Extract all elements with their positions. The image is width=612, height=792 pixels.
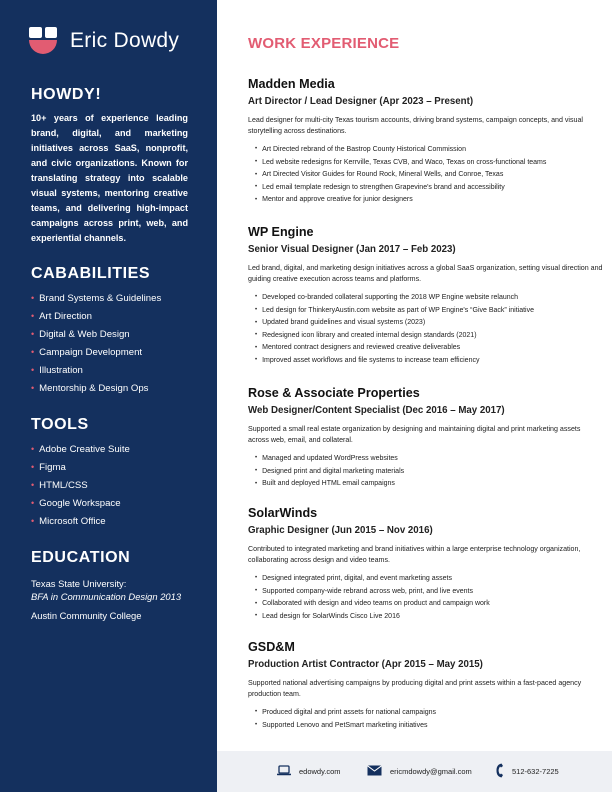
tool-item bbox=[31, 458, 130, 476]
main-content bbox=[217, 0, 612, 792]
job-bullet: • Improved asset workflows and file systems to increase team efficiency bbox=[255, 356, 480, 364]
capability-label: Campaign Development bbox=[39, 346, 143, 358]
job-summary: Supported a small real estate organization by designing and maintaining digital and print marketing assets across web, email, and collateral. bbox=[248, 425, 581, 444]
bullet-icon: • bbox=[31, 480, 35, 490]
job-summary: Lead designer for multi-city Texas tourism accounts, driving brand systems, campaign concepts, and visual storytelling across destinations. bbox=[248, 116, 584, 135]
capability-item bbox=[31, 379, 161, 397]
job-bullet: • Art Directed rebrand of the Bastrop County Historical Commission bbox=[255, 145, 466, 153]
tool-item bbox=[31, 512, 130, 530]
job-bullet: • Supported Lenovo and PetSmart marketing initiatives bbox=[255, 721, 428, 729]
education-school: Texas State University: bbox=[31, 578, 127, 589]
tools-list bbox=[31, 440, 130, 530]
job-bullet: • Supported company-wide rebrand across web, print, and live events bbox=[255, 587, 474, 595]
job-bullets bbox=[248, 291, 603, 367]
tool-label: Google Workspace bbox=[39, 497, 121, 509]
job-company: Rose & Associate Properties bbox=[248, 386, 420, 400]
capability-item bbox=[31, 343, 161, 361]
job-bullet: • Collaborated with design and video teams on product and campaign work bbox=[255, 600, 490, 608]
job-bullet: • Mentored contract designers and reviewed creative deliverables bbox=[255, 344, 461, 352]
job-summary: Led brand, digital, and marketing design initiatives across a global SaaS organization, setting visual direction and guiding creative execution across teams and platforms. bbox=[248, 264, 603, 283]
job-bullets bbox=[248, 143, 603, 206]
bullet-icon: • bbox=[31, 329, 35, 339]
job-summary: Supported national advertising campaigns by producing digital and print assets within a fast-paced agency production team. bbox=[248, 679, 582, 698]
capabilities-heading: CABABILITIES bbox=[31, 265, 151, 282]
capability-item bbox=[31, 289, 161, 307]
phone-contact[interactable] bbox=[496, 763, 559, 780]
job-summary: Contributed to integrated marketing and brand initiatives within a large enterprise technology organization, collaborating across design and video teams. bbox=[248, 545, 581, 564]
website-contact[interactable] bbox=[277, 765, 341, 778]
capability-item bbox=[31, 361, 161, 379]
job-bullet: • Produced digital and print assets for national campaigns bbox=[255, 708, 437, 716]
job-bullet: • Developed co-branded collateral supporting the 2018 WP Engine website relaunch bbox=[255, 293, 519, 301]
capability-label: Art Direction bbox=[39, 310, 92, 322]
tools-heading: TOOLS bbox=[31, 416, 89, 433]
job-company: WP Engine bbox=[248, 225, 314, 239]
brand bbox=[29, 27, 179, 55]
job-bullets bbox=[248, 452, 603, 490]
job-bullet: • Managed and updated WordPress websites bbox=[255, 454, 398, 462]
bullet-icon: • bbox=[31, 498, 35, 508]
website-link[interactable]: edowdy.com bbox=[299, 767, 341, 776]
tool-label: Microsoft Office bbox=[39, 515, 106, 527]
tool-label: Adobe Creative Suite bbox=[39, 443, 130, 455]
logo-icon bbox=[29, 27, 57, 55]
bullet-icon: • bbox=[31, 347, 35, 357]
job-entry bbox=[248, 640, 603, 731]
capability-label: Digital & Web Design bbox=[39, 328, 130, 340]
job-bullet: • Designed integrated print, digital, and event marketing assets bbox=[255, 574, 452, 582]
job-company: GSD&M bbox=[248, 640, 295, 654]
laptop-icon bbox=[277, 765, 291, 778]
capability-item bbox=[31, 307, 161, 325]
about-heading: HOWDY! bbox=[31, 86, 102, 103]
job-role: Senior Visual Designer (Jan 2017 – Feb 2023) bbox=[248, 244, 456, 255]
job-bullets bbox=[248, 706, 603, 731]
job-entry bbox=[248, 77, 603, 206]
job-bullet: • Designed print and digital marketing materials bbox=[255, 467, 405, 475]
job-role: Graphic Designer (Jun 2015 – Nov 2016) bbox=[248, 525, 433, 536]
envelope-icon bbox=[367, 765, 382, 778]
bullet-icon: • bbox=[31, 293, 35, 303]
job-bullets bbox=[248, 572, 603, 622]
email-link[interactable]: ericmdowdy@gmail.com bbox=[390, 767, 472, 776]
bullet-icon: • bbox=[31, 462, 35, 472]
name: Eric Dowdy bbox=[70, 29, 180, 52]
education-school: Austin Community College bbox=[31, 610, 142, 621]
education-heading: EDUCATION bbox=[31, 549, 131, 566]
contact-footer bbox=[217, 751, 612, 792]
bullet-icon: • bbox=[31, 516, 35, 526]
bullet-icon: • bbox=[31, 365, 35, 375]
tool-item bbox=[31, 476, 130, 494]
bullet-icon: • bbox=[31, 383, 35, 393]
job-entry bbox=[248, 386, 603, 490]
job-entry bbox=[248, 506, 603, 623]
email-contact[interactable] bbox=[367, 765, 472, 778]
tool-item bbox=[31, 494, 130, 512]
sidebar bbox=[0, 0, 217, 792]
job-role: Art Director / Lead Designer (Apr 2023 – Present) bbox=[248, 96, 474, 107]
job-role: Production Artist Contractor (Apr 2015 – May 2015) bbox=[248, 659, 483, 670]
job-entry bbox=[248, 225, 603, 367]
job-bullet: • Art Directed Visitor Guides for Round Rock, Mineral Wells, and Conroe, Texas bbox=[255, 171, 504, 179]
job-bullet: • Led design for ThinkeryAustin.com website as part of WP Engine's “Give Back” initiative bbox=[255, 306, 534, 314]
capability-label: Mentorship & Design Ops bbox=[39, 382, 149, 394]
bullet-icon: • bbox=[31, 311, 35, 321]
tool-label: HTML/CSS bbox=[39, 479, 88, 491]
about-text: 10+ years of experience leading brand, digital, and marketing initiatives across SaaS, nonprofit, and civic organizations. Known for translating strategy into scalable visual systems, mentoring creative teams, and delivering high-impact campaigns across print, web, and experiential channels. bbox=[31, 113, 188, 243]
capability-label: Illustration bbox=[39, 364, 83, 376]
phone-icon bbox=[496, 763, 504, 780]
capabilities-list bbox=[31, 289, 161, 397]
job-role: Web Designer/Content Specialist (Dec 2016 – May 2017) bbox=[248, 405, 505, 416]
job-bullet: • Redesigned icon library and created internal design standards (2021) bbox=[255, 331, 477, 339]
tool-item bbox=[31, 440, 130, 458]
education-degree: BFA in Communication Design 2013 bbox=[31, 591, 182, 602]
job-bullet: • Built and deployed HTML email campaigns bbox=[255, 480, 395, 488]
bullet-icon: • bbox=[31, 444, 35, 454]
capability-label: Brand Systems & Guidelines bbox=[39, 292, 162, 304]
work-experience-heading: WORK EXPERIENCE bbox=[248, 35, 400, 52]
job-bullet: • Led website redesigns for Kerrville, Texas CVB, and Waco, Texas on cross-functional teams bbox=[255, 158, 547, 166]
job-company: Madden Media bbox=[248, 77, 335, 91]
job-bullet: • Mentor and approve creative for junior designers bbox=[255, 196, 413, 204]
job-company: SolarWinds bbox=[248, 506, 318, 520]
phone-number[interactable]: 512-632-7225 bbox=[512, 767, 559, 776]
job-bullet: • Lead design for SolarWinds Cisco Live 2016 bbox=[255, 612, 400, 620]
job-bullet: • Updated brand guidelines and visual systems (2023) bbox=[255, 319, 426, 327]
job-bullet: • Led email template redesign to strengthen Grapevine's brand and accessibility bbox=[255, 183, 505, 191]
tool-label: Figma bbox=[39, 461, 66, 473]
capability-item bbox=[31, 325, 161, 343]
